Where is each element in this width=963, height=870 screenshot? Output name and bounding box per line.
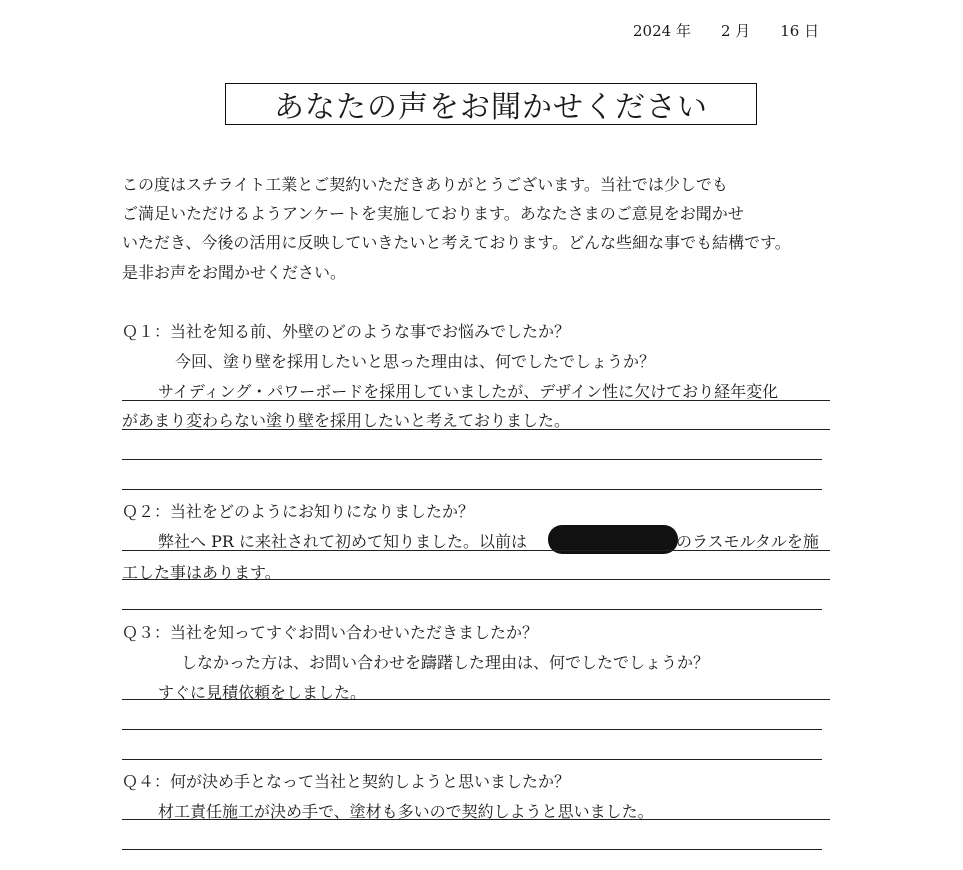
- q4-question: Ｑ４：何が決め手となって当社と契約しようと思いましたか？: [122, 772, 571, 791]
- q1-question: Ｑ１：当社を知る前、外壁のどのような事でお悩みでしたか？: [122, 322, 571, 341]
- q2-question: Ｑ２：当社をどのようにお知りになりましたか？: [122, 502, 475, 521]
- q1-answer-rule-1: [122, 400, 830, 401]
- q1-answer-rule-3: [122, 459, 822, 460]
- q4-answer: 材工責任施工が決め手で、塗材も多いので契約しようと思いました。: [158, 802, 654, 821]
- q3-answer: すぐに見積依頼をしました。: [158, 683, 367, 702]
- q2-answer-line-2: 工した事はあります。: [122, 563, 281, 582]
- intro-line-4: 是非お声をお聞かせください。: [122, 263, 347, 282]
- intro-line-3: いただき、今後の活用に反映していきたいと考えております。どんな些細な事でも結構です。: [122, 233, 791, 252]
- q2-answer-line-1b: のラスモルタルを施: [676, 532, 819, 551]
- intro-line-1: この度はスチライト工業とご契約いただきありがとうございます。当社では少しでも: [122, 175, 728, 194]
- q3-subquestion: しなかった方は、お問い合わせを躊躇した理由は、何でしたでしょうか？: [181, 653, 710, 672]
- q2-answer-rule-3: [122, 609, 822, 610]
- q3-question: Ｑ３：当社を知ってすぐお問い合わせいただきましたか？: [122, 623, 539, 642]
- q1-answer-rule-2: [122, 429, 830, 430]
- q4-answer-rule-2: [122, 849, 822, 850]
- page-title: あなたの声をお聞かせください: [274, 90, 708, 125]
- q1-answer-line-1: サイディング・パワーボードを採用していましたが、デザイン性に欠けており経年変化: [158, 382, 779, 401]
- q2-answer-rule-1: [122, 550, 830, 551]
- q2-answer-rule-2: [122, 579, 830, 580]
- survey-date: 2024 年 2 月 16 日: [633, 22, 820, 40]
- q3-answer-rule-1: [122, 699, 830, 700]
- q1-answer-line-2: があまり変わらない塗り壁を採用したいと考えておりました。: [122, 411, 571, 430]
- q3-answer-rule-2: [122, 729, 822, 730]
- intro-line-2: ご満足いただけるようアンケートを実施しております。あなたさまのご意見をお聞かせ: [122, 204, 744, 223]
- q1-answer-rule-4: [122, 489, 822, 490]
- title-box: [225, 83, 757, 125]
- q2-answer-line-1a: 弊社へ PR に来社されて初めて知りました。以前は: [158, 532, 527, 551]
- q4-answer-rule-1: [122, 819, 830, 820]
- q3-answer-rule-3: [122, 759, 822, 760]
- q1-subquestion: 今回、塗り壁を採用したいと思った理由は、何でしたでしょうか？: [175, 352, 656, 371]
